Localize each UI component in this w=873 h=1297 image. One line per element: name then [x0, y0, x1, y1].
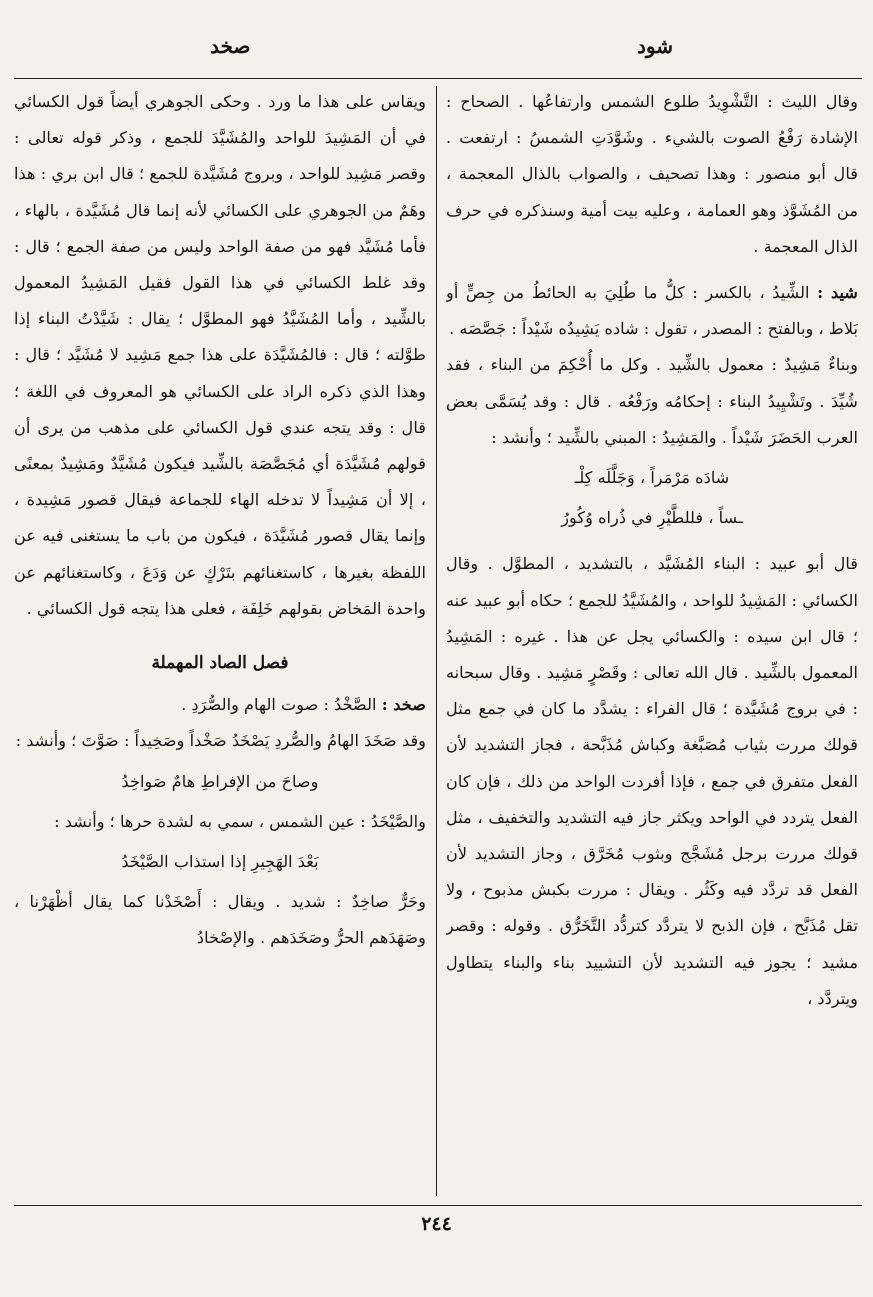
running-head-right-word: شود — [637, 34, 673, 58]
section-title: فصل الصاد المهملة — [151, 653, 289, 674]
entry-shayd — [446, 275, 858, 347]
headword-sakhd: صخد : — [381, 695, 426, 715]
verse-line-1: شادَه مَرْمَراً ، وَجَلَّلَه كِلْـ — [574, 468, 730, 488]
headword-shayd: شيد : — [817, 283, 858, 303]
entry-sakhd-text: الصَّخْدُ : صوت الهام والصُّرَدِ . — [181, 695, 377, 715]
column-divider — [436, 86, 437, 1196]
top-rule — [14, 78, 862, 79]
paragraph-saykhad: والصَّيْخَدُ : عين الشمس ، سمي به لشدة حرها ؛ وأنشد : — [54, 811, 426, 831]
bottom-rule — [14, 1205, 862, 1206]
paragraph-abu-ubayd: قال أبو عبيد : البناء المُشَيَّد ، بالتشديد ، المطوَّل . وقال الكسائي : المَشِيدُ للواحد ، والمُشَيَّدُ للجمع ؛ حكاه أبو عبيد عنه ؛ قال ابن سيده : والكسائي يجل عن هذا . غيره : المَشِيدُ المعمول بالشِّيد . قال الله تعالى : وقَصْرٍ مَشِيد . وقال سبحانه : في بروج مُشَيَّدة ؛ قال الفراء : يشدَّد ما كان في جمع مثل قولك مررت بثياب مُصَبَّغة وكباش مُذَبَّحة ، فجاز التشديد لأن الفعل متفرق في جمع ، فإذا أفردت الواحد من ذلك ، فإن كان الفعل يتردد في الواحد ويكثر جاز فيه التشديد والتخفيف ، مثل قولك مررت برجل مُشَجَّج وبثوب مُخَرَّق ، وجاز التشديد لأن الفعل قد تردَّد فيه وكَثُر . ويقال : مررت بكبش مذبوح ، ولا تقل مُذَبَّح ، فإن الذبح لا يتردَّد كتردُّد التَّخَرُّق . وقوله : وقصر مشيد ؛ يجوز فيه التشديد لأن التشييد بناء والبناء يتطاول ويتردَّد ، — [446, 554, 858, 1008]
verse-line-2: ـساً ، فللطَّيْرِ في ذُراه وُكُورُ — [561, 508, 743, 528]
page-number: ٢٤٤ — [421, 1213, 452, 1235]
left-column — [14, 84, 426, 1196]
paragraph-sakhada: وقد صَخَدَ الهامُ والصُّردِ يَصْخَدُ صَخْداً وصَخِيداً : صَوَّتَ ؛ وأنشد : — [15, 731, 426, 751]
paragraph-shawd-tail: وقال الليث : التَّشْوِيدُ طلوع الشمس وارتفاعُها . الصحاح : الإشادة رَفْعُ الصوت بالشيء . وشَوَّدَتِ الشمسُ : ارتفعت . قال أبو منصور : وهذا تصحيف ، والصواب بالذال المعجمة ، من المُشَوَّذ وهو العمامة ، وعليه بيت أمية وسنذكره في حرف الذال المعجمة . — [446, 92, 858, 256]
verse-hajir: بَعْدَ الهَجِيرِ إذا استذاب الصَّيْخَدُ — [121, 852, 319, 872]
right-column — [446, 84, 858, 1196]
paragraph-sakhid: وحَرٌّ صاخِدٌ : شديد . ويقال : أَصْخَدْنا كما يقال أظْهَرْنا ، وصَهَدَهم الحرُّ وصَخَدَهم . والإصْخادُ — [14, 892, 426, 948]
paragraph-kisai-discussion: ويقاس على هذا ما ورد . وحكى الجوهري أيضاً قول الكسائي في أن المَشِيدَ للواحد والمُشَيَّدَ للجمع ، وذكر قوله تعالى : وقصر مَشِيد للواحد ، وبروج مُشَيَّدة للجمع ؛ قال ابن بري : هذا وهَمٌ من الجوهري على الكسائي لأنه إنما قال مُشَيَّدة ، بالهاء ، فأما مُشَيَّد فهو من صفة الواحد وليس من صفة الجمع ؛ قال : وقد غلط الكسائي في هذا القول فقيل المَشِيدُ المعمول بالشِّيد ، وأما المُشَيَّدُ فهو المطوَّل ؛ يقال : شَيَّدْتُ البناء إذا طوَّلته ؛ قال : فالمُشَيَّدَة على هذا جمع مَشِيد لا مُشَيَّد ؛ قال : وهذا الذي ذكره الراد على الكسائي هو المعروف في اللغة ؛ قال : وقد يتجه عندي قول الكسائي على مذهب من يرى أن قولهم مُشَيَّدَة أي مُجَصَّصَة بالشِّيد فيكون مُشَيَّدٌ ومَشِيدٌ بمعنًى ، إلا أن مَشِيداً لا تدخله الهاء للجماعة فيقال قصور مَشِيدة ، وإنما يقال قصور مُشَيَّدَة ، فيكون من باب ما يستغنى فيه عن اللفظة بغيرها ، كاستغنائهم بتَرْكٍ عن وَدَعَ ، وكاستغنائهم عن واحدة المَخاض بقولهم خَلِفَة ، فعلى هذا يتجه قول الكسائي . — [14, 92, 426, 618]
running-head — [0, 28, 873, 68]
entry-sakhd — [14, 687, 426, 723]
verse-sawakhid: وصاحَ من الإفراطِ هامٌ صَواخِدُ — [121, 771, 319, 791]
entry-shayd-text: الشِّيدُ ، بالكسر : كلُّ ما طُلِيَ به الحائطُ من جِصٍّ أو بَلاط ، وبالفتح : المصدر ، تقول : شاده يَشِيدُه شَيْداً : جَصَّصَه . — [446, 283, 858, 339]
paragraph-mashid: وبناءٌ مَشِيدٌ : معمول بالشِّيد . وكل ما أُحْكِمَ من البناء ، فقد شُيِّدَ . وتَشْيِيدُ البناء : إحكامُه ورَفْعُه . قال : وقد يُسَمَّى بعض العرب الحَضَرَ شَيْداً . والمَشِيدُ : المبني بالشِّيد ؛ وأنشد : — [446, 355, 858, 447]
running-head-left-word: صخد — [210, 34, 251, 58]
